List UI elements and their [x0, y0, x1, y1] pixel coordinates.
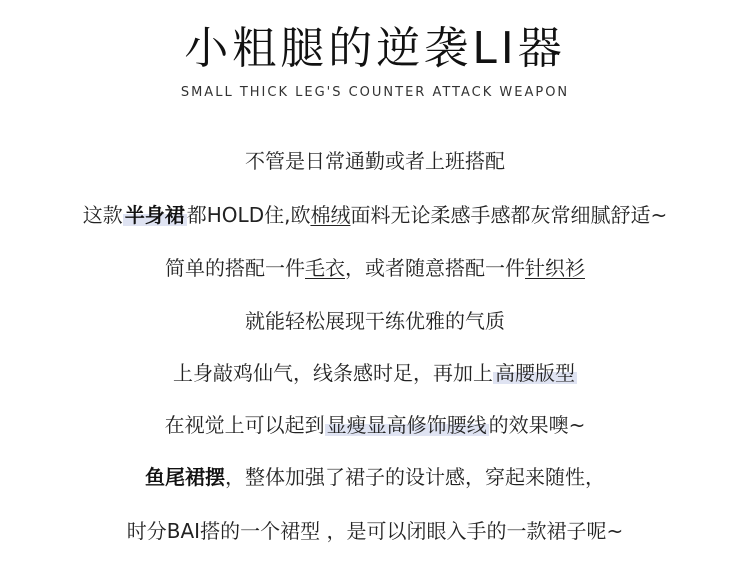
underline-knitwear: 针织衫: [525, 256, 585, 280]
line5-part-a: 上身敲鸡仙气，线条感时足，再加上: [173, 361, 493, 385]
underline-sweater: 毛衣: [305, 256, 345, 280]
page-subtitle: SMALL THICK LEG'S COUNTER ATTACK WEAPON: [180, 85, 570, 100]
highlight-high-waist: 高腰版型: [495, 361, 575, 385]
line6-part-c: 的效果噢~: [488, 413, 586, 437]
text-line-4: 就能轻松展现干练优雅的气质: [245, 309, 505, 333]
line6-part-a: 在视觉上可以起到: [164, 413, 325, 437]
page-title: 小粗腿的逆袭LI器: [184, 23, 566, 74]
text-line-5: [0, 359, 750, 387]
text-line-7: [0, 463, 750, 491]
highlight-slimming: 显瘦显高修饰腰线: [326, 413, 487, 437]
line2-part-a: 这款: [82, 203, 123, 227]
line3-part-a: 简单的搭配一件: [165, 256, 305, 280]
text-line-1: 不管是日常通勤或者上班搭配: [245, 149, 505, 173]
underline-cotton-velvet: 棉绒: [310, 203, 351, 227]
text-line-2: [0, 201, 750, 229]
line7-part-b: ，整体加强了裙子的设计感，穿起来随性，: [225, 465, 605, 489]
text-line-8: 时分BAI搭的一个裙型 ，是可以闭眼入手的一款裙子呢~: [126, 519, 624, 543]
bold-fishtail-hem: 鱼尾裙摆: [145, 465, 225, 489]
highlight-half-skirt: 半身裙: [124, 203, 185, 227]
text-line-3: [0, 254, 750, 282]
line3-part-c: ，或者随意搭配一件: [345, 256, 525, 280]
text-line-6: [0, 411, 750, 439]
line2-part-e: 面料无论柔感手感都灰常细腻舒适~: [350, 203, 668, 227]
line2-part-c: 都HOLD住,欧: [186, 203, 311, 227]
